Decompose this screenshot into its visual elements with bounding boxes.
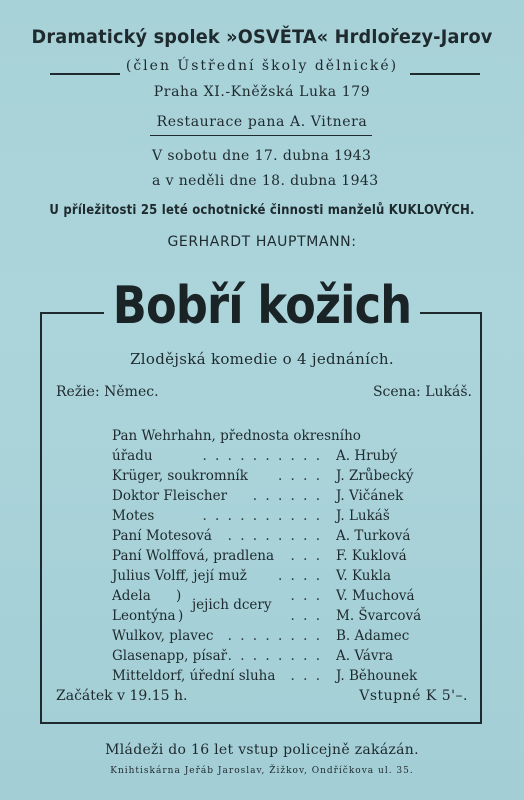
cast-actor: V. Kukla xyxy=(336,568,392,584)
cast-role: Krüger, soukromník xyxy=(112,468,248,484)
cast-role: Mitteldorf, úřední sluha xyxy=(112,668,276,684)
play-title: Bobří kožich xyxy=(112,276,412,336)
cast-row xyxy=(112,597,422,628)
brace-top: ) xyxy=(176,588,182,604)
cast-row xyxy=(112,628,412,648)
cast-row xyxy=(112,448,412,468)
leader-dots: . . . . xyxy=(277,468,322,484)
cast-role: Adela xyxy=(112,588,151,604)
printer-credit: Knihtiskárna Jeřáb Jaroslav, Žižkov, Ondříčkova ul. 35. xyxy=(110,766,414,776)
leader-dots: . . . . . . . . . . xyxy=(202,448,322,464)
cast-role: úřadu xyxy=(112,448,153,464)
cast-actor: A. Vávra xyxy=(336,648,394,664)
membership-note: (člen Ústřední školy dělnické) xyxy=(125,58,399,74)
cast-actor: B. Adamec xyxy=(336,628,410,644)
venue-underline xyxy=(150,135,372,136)
cast-role: Paní Motesová xyxy=(112,528,212,544)
address: Praha XI.-Kněžská Luka 179 xyxy=(153,84,371,100)
leader-dots: . . . . . . . . xyxy=(227,628,322,644)
cast-role: Pan Wehrhahn, přednosta okresního xyxy=(112,428,361,444)
cast-row xyxy=(112,508,412,528)
leader-dots: . . . xyxy=(290,588,322,604)
frame-right xyxy=(480,312,482,724)
cast-actor: A. Hrubý xyxy=(336,448,398,464)
start-time: Začátek v 19.15 h. xyxy=(56,688,188,704)
cast-role: Paní Wolffová, pradlena xyxy=(112,548,275,564)
cast-row xyxy=(112,528,412,548)
cast-role: Leontýna xyxy=(112,608,176,624)
cast-row xyxy=(112,488,412,508)
play-subtitle: Zlodějská komedie o 4 jednáních. xyxy=(130,350,394,368)
date-saturday: V sobotu dne 17. dubna 1943 xyxy=(152,148,372,164)
organization-heading: Dramatický spolek »OSVĚTA« Hrdlořezy-Jarov xyxy=(31,26,493,48)
leader-dots: . . . xyxy=(290,608,322,624)
cast-row xyxy=(112,648,412,668)
cast-row xyxy=(112,548,412,568)
occasion-line: U příležitosti 25 leté ochotnické činnosti manželů KUKLOVÝCH. xyxy=(49,203,475,218)
leader-dots: . . . xyxy=(290,548,322,564)
brace-bottom: ) xyxy=(178,608,184,624)
admission-price: Vstupné K 5'–. xyxy=(359,688,468,704)
venue: Restaurace pana A. Vitnera xyxy=(156,114,368,130)
cast-actor: J. Lukáš xyxy=(336,508,390,524)
leader-dots: . . . . . . . . . . xyxy=(202,508,322,524)
cast-actor: J. Běhounek xyxy=(336,668,418,684)
date-sunday: a v neděli dne 18. dubna 1943 xyxy=(152,173,379,189)
cast-role: Motes xyxy=(112,508,155,524)
youth-notice: Mládeži do 16 let vstup policejně zakázán. xyxy=(105,742,419,758)
leader-dots: . . . . xyxy=(277,568,322,584)
frame-left xyxy=(40,312,42,724)
cast-role: Doktor Fleischer xyxy=(112,488,228,504)
cast-row xyxy=(112,568,412,588)
cast-role: Glasenapp, písař xyxy=(112,648,228,664)
frame-bottom xyxy=(40,722,482,724)
cast-actor: J. Vičánek xyxy=(336,488,404,504)
direction-credit: Režie: Němec. xyxy=(56,384,159,400)
leader-dots: . . . . . . . . xyxy=(227,648,322,664)
cast-row xyxy=(112,668,418,688)
scenery-credit: Scena: Lukáš. xyxy=(372,384,472,400)
cast-list xyxy=(112,428,422,688)
cast-actor: J. Zrůbecký xyxy=(336,468,414,484)
cast-row xyxy=(112,468,412,488)
leader-dots: . . . xyxy=(290,668,322,684)
cast-actor: M. Švarcová xyxy=(336,608,422,624)
cast-actor: V. Muchová xyxy=(336,588,415,604)
cast-actor: F. Kuklová xyxy=(336,548,407,564)
cast-actor: A. Turková xyxy=(336,528,411,544)
leader-dots: . . . . . . . . xyxy=(227,528,322,544)
cast-role: Wulkov, plavec xyxy=(112,628,214,644)
cast-role: Julius Volff, její muž xyxy=(112,568,247,584)
leader-dots: . . . . . . xyxy=(252,488,322,504)
daughters-note: jejich dcery xyxy=(192,597,272,613)
author-line: GERHARDT HAUPTMANN: xyxy=(167,234,357,250)
cast-row xyxy=(112,428,412,448)
